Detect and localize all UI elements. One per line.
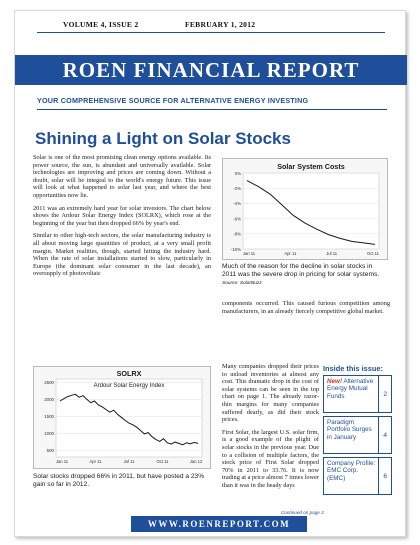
article-headline: Shining a Light on Solar Stocks — [35, 129, 291, 148]
caption-source: Source: SolarBuzz — [222, 281, 262, 286]
plot-area — [56, 379, 202, 457]
y-tick-label: 1000 — [44, 431, 54, 437]
x-tick-label: Jan 12 — [189, 459, 203, 464]
paragraph: First Solar, the largest U.S. solar firm, is a good example of the plight of solar stocks in the previous year. Due to a collision of multiple factors, the stock price of First Solar dropped 70% in 2011 to 33.76. It is now trading at a price almost 7 times lower than it was in the heady days — [222, 428, 319, 489]
newsletter-page — [14, 10, 406, 537]
inside-item-page: 2 — [378, 376, 391, 412]
paragraph: components occurred. This caused furious competition among manufacturers, in an already fiercely competitive global market. — [222, 300, 390, 315]
issue-divider — [37, 32, 385, 33]
inside-item-label: Alternative Energy Mutual Funds — [327, 378, 374, 400]
masthead-banner — [15, 55, 407, 85]
masthead-title: ROEN FINANCIAL REPORT — [62, 58, 360, 82]
masthead-tagline: YOUR COMPREHENSIVE SOURCE FOR ALTERNATIVE ENERGY INVESTING — [37, 96, 309, 105]
inside-item-text — [324, 376, 378, 412]
y-tick-label: 2000 — [44, 397, 54, 403]
inside-item-label: Paradigm Portfolio Surges in January — [327, 419, 372, 441]
x-tick-label: Jul 11 — [326, 251, 338, 256]
chart-subtitle: Ardour Solar Energy Index — [93, 383, 165, 389]
paragraph: Similar to other high-tech sectors, the solar manufacturing industry is all about moving large quantities of product, at a very small profit margin. Market realities, though, started hitting the industry hard. When the rate of solar installations started to slow, particularly in Europe (the dominant solar consumer in the last decade), an oversupply of photovoltaic — [33, 232, 211, 278]
continued-link[interactable]: Continued on page 3 — [281, 510, 324, 515]
y-tick-label: 0% — [234, 170, 241, 176]
y-tick-label: -10% — [230, 246, 241, 252]
new-badge: New! — [327, 378, 343, 385]
chart-title: Solar System Costs — [277, 162, 345, 171]
y-tick-label: -6% — [233, 216, 241, 222]
issue-bar — [37, 17, 385, 31]
paragraph: Many companies dropped their prices to unload inventories at almost any cost. This dramatic drop in the cost of solar systems can be seen in the top chart on page 1. The already razor-thin margins for many companies suffered dearly, as did their stock prices. — [222, 363, 319, 424]
inside-item-label: Company Profile: EMC Corp. (EMC) — [327, 460, 376, 482]
inside-item-text — [324, 458, 378, 494]
solar-costs-chart — [222, 158, 388, 260]
article-column-right-top — [222, 300, 390, 320]
inside-item-page: 4 — [378, 417, 391, 453]
y-tick-label: 500 — [46, 448, 54, 454]
y-tick-label: -2% — [233, 186, 241, 191]
x-tick-label: Jan 11 — [55, 459, 69, 464]
y-tick-label: -4% — [233, 201, 241, 207]
footer-url[interactable]: WWW.ROENREPORT.COM — [131, 516, 307, 532]
solar-costs-chart-svg — [223, 159, 387, 259]
solrx-chart-svg — [34, 367, 210, 468]
article-column-right — [222, 363, 319, 495]
y-tick-label: -8% — [233, 231, 241, 237]
issue-volume: VOLUME 4, ISSUE 2 — [63, 20, 139, 29]
x-tick-label: Jan 11 — [242, 251, 256, 256]
x-tick-label: Apr 11 — [284, 251, 297, 256]
tagline-divider — [37, 109, 387, 110]
plot-area — [243, 173, 379, 249]
article-column-left — [33, 154, 211, 283]
x-tick-label: Jul 11 — [123, 459, 135, 464]
chart-title: SOLRX — [116, 369, 142, 378]
y-tick-label: 2500 — [44, 380, 54, 386]
x-tick-label: Oct 11 — [366, 251, 380, 256]
inside-title: Inside this issue: — [323, 364, 383, 373]
inside-item-text — [324, 417, 378, 453]
paragraph: 2011 was an extremely hard year for solar investors. The chart below shows the Ardour Solar Energy Index (SOLRX), which rose at the beginning of the year but then dropped 66% by year's end. — [33, 204, 211, 227]
x-tick-label: Oct 11 — [156, 459, 169, 464]
inside-item[interactable] — [323, 457, 392, 495]
x-tick-label: Apr 11 — [89, 459, 102, 464]
inside-item[interactable] — [323, 416, 392, 454]
solrx-chart — [33, 366, 211, 469]
inside-item-page: 6 — [378, 458, 391, 494]
caption-solrx: Solar stocks dropped 66% in 2011, but have posted a 23% gain so far in 2012. — [33, 473, 205, 488]
y-tick-label: 1500 — [44, 414, 54, 420]
caption-text: Much of the reason for the decline in solar stocks in 2011 was the severe drop in pricing for solar systems. — [222, 263, 380, 278]
inside-item[interactable] — [323, 375, 392, 413]
paragraph: Solar is one of the most promising clean energy options available. Its power source, the sun, is abundant and universally available. Solar technologies are improving and prices are coming down. Without a doubt, solar will be integral to the world's energy future. This issue will look at what happened to solar last year, and where the best opportunities now lie. — [33, 154, 211, 199]
caption-solar-costs — [222, 263, 388, 288]
inside-this-issue — [323, 363, 392, 513]
issue-date: FEBRUARY 1, 2012 — [185, 20, 256, 29]
